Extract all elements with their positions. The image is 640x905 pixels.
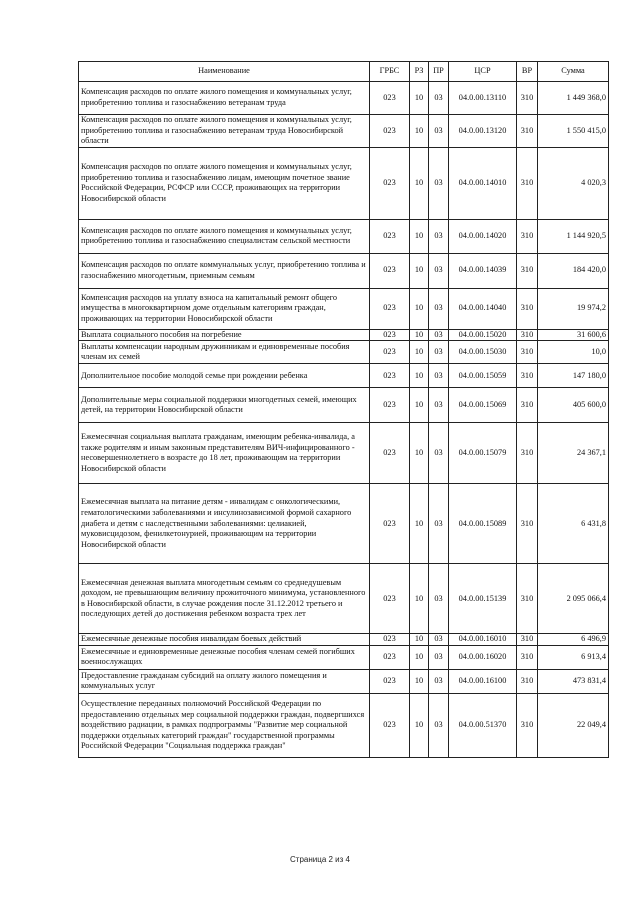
row-vr: 310 [517, 669, 538, 693]
row-csr: 04.0.00.51370 [449, 693, 517, 757]
row-rz: 10 [410, 564, 429, 634]
row-rz: 10 [410, 634, 429, 646]
row-rz: 10 [410, 645, 429, 669]
page-number: Страница 2 из 4 [290, 855, 350, 864]
row-sum: 1 449 368,0 [538, 82, 609, 115]
row-csr: 04.0.00.16010 [449, 634, 517, 646]
row-pr: 03 [429, 219, 449, 253]
row-grbs: 023 [370, 219, 410, 253]
row-csr: 04.0.00.15139 [449, 564, 517, 634]
row-pr: 03 [429, 484, 449, 564]
row-vr: 310 [517, 341, 538, 364]
row-pr: 03 [429, 423, 449, 484]
row-name: Дополнительное пособие молодой семье при рождении ребенка [79, 364, 370, 388]
row-name: Компенсация расходов по оплате жилого помещения и коммунальных услуг, приобретению топлива и газоснабжению ветеранам труда Новосибирской области [79, 115, 370, 148]
row-sum: 31 600,6 [538, 329, 609, 341]
row-grbs: 023 [370, 634, 410, 646]
row-name: Ежемесячная денежная выплата многодетным семьям со среднедушевым доходом, не превышающим величину прожиточного минимума, установленного в Новосибирской области, в случае рождения после 31.12.2012 третьего и последующих детей до достижения ребенком возраста трех лет [79, 564, 370, 634]
col-header-pr: ПР [429, 62, 449, 82]
row-name: Компенсация расходов по оплате жилого помещения и коммунальных услуг, приобретению топлива и газоснабжению лицам, имеющим почетное звание Российской Федерации, РСФСР или СССР, проживающих на территории Новосибирской области [79, 147, 370, 219]
row-name: Компенсация расходов по оплате жилого помещения и коммунальных услуг, приобретению топлива и газоснабжению специалистам сельской местности [79, 219, 370, 253]
table-row [79, 115, 609, 148]
row-sum: 22 049,4 [538, 693, 609, 757]
table-row [79, 364, 609, 388]
table-row [79, 669, 609, 693]
row-csr: 04.0.00.14010 [449, 147, 517, 219]
row-grbs: 023 [370, 388, 410, 423]
row-pr: 03 [429, 693, 449, 757]
row-name: Предоставление гражданам субсидий на оплату жилого помещения и коммунальных услуг [79, 669, 370, 693]
row-csr: 04.0.00.16020 [449, 645, 517, 669]
row-name: Ежемесячная выплата на питание детям - инвалидам с онкологическими, гематологическими заболеваниями и инсулинозависимой формой сахарного диабета и детям с наследственными заболеваниями: целиакией, муковисцидозом, фенилкетонурией, проживающим на территории Новосибирской области [79, 484, 370, 564]
row-pr: 03 [429, 329, 449, 341]
row-name: Компенсация расходов на уплату взноса на капитальный ремонт общего имущества в многоквартирном доме отдельным категориям граждан, проживающих на территории Новосибирской области [79, 288, 370, 329]
row-pr: 03 [429, 669, 449, 693]
row-grbs: 023 [370, 484, 410, 564]
row-rz: 10 [410, 364, 429, 388]
col-header-grbs: ГРБС [370, 62, 410, 82]
row-vr: 310 [517, 634, 538, 646]
row-vr: 310 [517, 115, 538, 148]
row-vr: 310 [517, 364, 538, 388]
table-body [79, 82, 609, 758]
row-name: Ежемесячные денежные пособия инвалидам боевых действий [79, 634, 370, 646]
row-rz: 10 [410, 147, 429, 219]
row-pr: 03 [429, 288, 449, 329]
row-grbs: 023 [370, 329, 410, 341]
row-grbs: 023 [370, 423, 410, 484]
row-rz: 10 [410, 669, 429, 693]
row-name: Ежемесячные и единовременные денежные пособия членам семей погибших военнослужащих [79, 645, 370, 669]
row-rz: 10 [410, 288, 429, 329]
table-row [79, 329, 609, 341]
row-pr: 03 [429, 115, 449, 148]
col-header-name: Наименование [79, 62, 370, 82]
table-row [79, 219, 609, 253]
row-sum: 184 420,0 [538, 253, 609, 288]
row-name: Выплата социального пособия на погребение [79, 329, 370, 341]
row-name: Ежемесячная социальная выплата гражданам, имеющим ребенка-инвалида, а также родителям и иным законным представителям ВИЧ-инфицированного - несовершеннолетнего в возрасте до 18 лет, проживающим на территории Новосибирской области [79, 423, 370, 484]
row-sum: 405 600,0 [538, 388, 609, 423]
table-row [79, 423, 609, 484]
row-pr: 03 [429, 341, 449, 364]
row-csr: 04.0.00.14039 [449, 253, 517, 288]
row-vr: 310 [517, 423, 538, 484]
row-rz: 10 [410, 693, 429, 757]
row-csr: 04.0.00.14040 [449, 288, 517, 329]
row-vr: 310 [517, 253, 538, 288]
row-grbs: 023 [370, 341, 410, 364]
row-name: Осуществление переданных полномочий Российской Федерации по предоставлению отдельных мер социальной поддержки граждан, подвергшихся воздействию радиации, в рамках подпрограммы "Развитие мер социальной поддержки отдельных категорий граждан" государственной программы Российской Федерации "Социальная поддержка граждан" [79, 693, 370, 757]
row-csr: 04.0.00.13110 [449, 82, 517, 115]
row-vr: 310 [517, 219, 538, 253]
row-grbs: 023 [370, 693, 410, 757]
table-row [79, 645, 609, 669]
row-rz: 10 [410, 82, 429, 115]
row-sum: 24 367,1 [538, 423, 609, 484]
budget-document [78, 61, 608, 758]
row-rz: 10 [410, 341, 429, 364]
row-grbs: 023 [370, 147, 410, 219]
table-row [79, 147, 609, 219]
row-csr: 04.0.00.14020 [449, 219, 517, 253]
row-grbs: 023 [370, 82, 410, 115]
table-row [79, 564, 609, 634]
table-row [79, 484, 609, 564]
row-csr: 04.0.00.15059 [449, 364, 517, 388]
row-pr: 03 [429, 564, 449, 634]
table-row [79, 388, 609, 423]
row-vr: 310 [517, 147, 538, 219]
row-grbs: 023 [370, 288, 410, 329]
row-csr: 04.0.00.15020 [449, 329, 517, 341]
row-sum: 10,0 [538, 341, 609, 364]
row-sum: 6 431,8 [538, 484, 609, 564]
table-row [79, 693, 609, 757]
row-vr: 310 [517, 645, 538, 669]
row-pr: 03 [429, 388, 449, 423]
row-rz: 10 [410, 115, 429, 148]
row-rz: 10 [410, 484, 429, 564]
row-rz: 10 [410, 329, 429, 341]
row-name: Компенсация расходов по оплате коммунальных услуг, приобретению топлива и газоснабжению многодетным, приемным семьям [79, 253, 370, 288]
row-vr: 310 [517, 693, 538, 757]
table-header-row [79, 62, 609, 82]
row-sum: 19 974,2 [538, 288, 609, 329]
row-vr: 310 [517, 82, 538, 115]
row-grbs: 023 [370, 253, 410, 288]
row-csr: 04.0.00.15079 [449, 423, 517, 484]
col-header-vr: ВР [517, 62, 538, 82]
col-header-sum: Сумма [538, 62, 609, 82]
row-csr: 04.0.00.15069 [449, 388, 517, 423]
row-sum: 1 550 415,0 [538, 115, 609, 148]
row-sum: 473 831,4 [538, 669, 609, 693]
row-sum: 6 913,4 [538, 645, 609, 669]
row-csr: 04.0.00.15089 [449, 484, 517, 564]
row-grbs: 023 [370, 564, 410, 634]
row-sum: 6 496,9 [538, 634, 609, 646]
row-vr: 310 [517, 388, 538, 423]
table-row [79, 288, 609, 329]
row-vr: 310 [517, 288, 538, 329]
row-pr: 03 [429, 147, 449, 219]
row-vr: 310 [517, 329, 538, 341]
row-grbs: 023 [370, 645, 410, 669]
row-rz: 10 [410, 219, 429, 253]
row-pr: 03 [429, 645, 449, 669]
col-header-rz: РЗ [410, 62, 429, 82]
table-row [79, 82, 609, 115]
row-sum: 4 020,3 [538, 147, 609, 219]
row-name: Дополнительные меры социальной поддержки многодетных семей, имеющих детей, на территории Новосибирской области [79, 388, 370, 423]
row-rz: 10 [410, 388, 429, 423]
budget-table [78, 61, 609, 758]
row-vr: 310 [517, 484, 538, 564]
row-sum: 147 180,0 [538, 364, 609, 388]
row-grbs: 023 [370, 669, 410, 693]
row-csr: 04.0.00.13120 [449, 115, 517, 148]
row-grbs: 023 [370, 115, 410, 148]
row-sum: 2 095 066,4 [538, 564, 609, 634]
row-grbs: 023 [370, 364, 410, 388]
row-pr: 03 [429, 82, 449, 115]
row-csr: 04.0.00.16100 [449, 669, 517, 693]
row-name: Выплаты компенсации народным дружинникам и единовременные пособия членам их семей [79, 341, 370, 364]
table-row [79, 634, 609, 646]
row-csr: 04.0.00.15030 [449, 341, 517, 364]
row-rz: 10 [410, 253, 429, 288]
row-pr: 03 [429, 634, 449, 646]
row-vr: 310 [517, 564, 538, 634]
row-pr: 03 [429, 253, 449, 288]
row-pr: 03 [429, 364, 449, 388]
row-sum: 1 144 920,5 [538, 219, 609, 253]
row-rz: 10 [410, 423, 429, 484]
table-row [79, 253, 609, 288]
table-row [79, 341, 609, 364]
row-name: Компенсация расходов по оплате жилого помещения и коммунальных услуг, приобретению топлива и газоснабжению ветеранам труда [79, 82, 370, 115]
col-header-csr: ЦСР [449, 62, 517, 82]
